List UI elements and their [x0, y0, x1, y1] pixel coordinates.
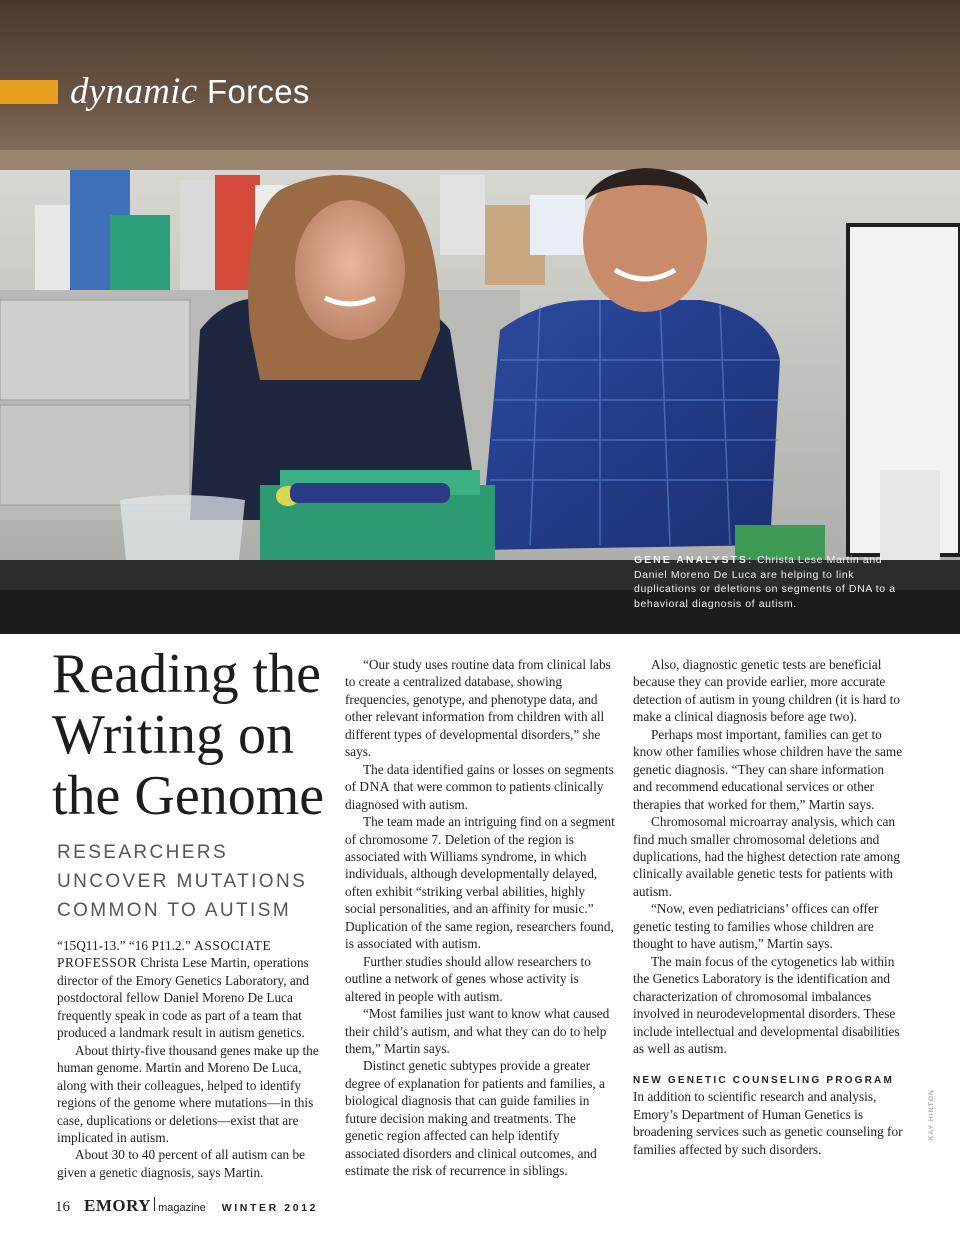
col3-paragraph-2: Perhaps most important, families can get to know other families whose children have the same genetic diagnosis. “They can share information and recommend educational services or other therapies that worked for them,” Martin says. — [633, 726, 903, 812]
article-column-1 — [57, 937, 325, 1181]
issue-date: WINTER 2012 — [221, 1202, 319, 1214]
caption-lead: GENE ANALYSTS: — [634, 554, 754, 566]
col3-paragraph-4: “Now, even pediatricians’ offices can offer genetic testing to families whose children are thought to have autism,” Martin says. — [633, 901, 879, 952]
article-headline — [52, 644, 342, 827]
section-title-italic: dynamic — [70, 71, 198, 112]
col2-p2-dna: DNA — [359, 779, 391, 795]
col1-paragraph-2: About thirty-five thousand genes make up the human genome. Martin and Moreno De Luca, along with their colleagues, helped to identify regions of the genome where mutations—in this case, duplications or deletions—exist that are implicated in autism. — [57, 1042, 319, 1145]
col3-paragraph-3: Chromosomal microarray analysis, which can find much smaller chromosomal deletions and duplications, had the highest detection rate among clinically available genetic tests for patients with autism. — [633, 814, 900, 899]
article-deck: RESEARCHERS UNCOVER MUTATIONS COMMON TO AUTISM — [57, 842, 308, 921]
section-accent-bar — [0, 80, 58, 104]
masthead-magazine: magazine — [158, 1202, 206, 1214]
page-number: 16 — [55, 1199, 70, 1215]
col2-paragraph-2 — [345, 761, 617, 813]
col1-paragraph-1 — [57, 937, 325, 1042]
col3-paragraph-6: In addition to scientific research and analysis, Emory’s Department of Human Genetics is broadening services such as genetic counseling for families affected by such disorders. — [633, 1089, 903, 1157]
col2-paragraph-3: The team made an intriguing find on a segment of chromosome 7. Deletion of the region is associated with Williams syndrome, in which individuals, although developmentally delayed, often exhibit “striking verbal abilities, highly social personalities, and an affinity for music.” Duplication of the same region, researchers found, is associated with autism. — [345, 814, 615, 952]
col3-paragraph-1: Also, diagnostic genetic tests are beneficial because they can provide earlier, more accurate detection of autism in young children (it is hard to make a clinical diagnosis before age two). — [633, 657, 900, 725]
col1-small-caps: ASSOCIATE PROFESSOR — [57, 938, 272, 971]
headline-line-1: Reading the — [52, 643, 322, 705]
page-footer — [55, 1196, 318, 1218]
masthead-logo: EMORY — [84, 1196, 152, 1215]
section-title-regular: Forces — [207, 73, 310, 110]
col2-p2-a: The data identified gains or losses on segments of — [345, 761, 614, 795]
masthead-divider — [154, 1197, 155, 1211]
col3-paragraph-5: The main focus of the cytogenetics lab within the Genetics Laboratory is the identification and characterization of chromosomal imbalances involved in neurodevelopmental disorders. These include intellectual and developmental disabilities as well as autism. — [633, 953, 900, 1056]
col2-paragraph-4: Further studies should allow researchers to outline a network of genes whose activity is altered in people with autism. — [345, 953, 591, 1004]
headline-line-2: Writing on — [52, 704, 294, 766]
col2-p2-b: that were common to patients clinically diagnosed with autism. — [345, 779, 604, 812]
photo-caption — [634, 553, 904, 611]
col2-paragraph-6: Distinct genetic subtypes provide a greater degree of explanation for patients and families, a biological diagnosis that can guide families in future decision making and treatments. The genetic region affected can help identify associated disorders and clinical outcomes, and estimate the risk of recurrence in siblings. — [345, 1058, 605, 1179]
col1-paragraph-3: About 30 to 40 percent of all autism can be given a genetic diagnosis, says Martin. — [57, 1147, 306, 1180]
article-column-3 — [633, 656, 905, 1158]
col1-lead-rest: Christa Lese Martin, operations director of the Emory Genetics Laboratory, and postdoctoral fellow Daniel Moreno De Luca frequently speak in code as part of a team that produced a landmark result in autism genetics. — [57, 955, 310, 1041]
photo-credit: KAY HINTON — [928, 1088, 935, 1140]
col1-lead: “15Q11-13.” “16 P11.2.” — [57, 938, 191, 953]
col3-subhead: NEW GENETIC COUNSELING PROGRAM — [633, 1075, 895, 1087]
headline-line-3: the Genome — [52, 765, 325, 827]
article-column-2 — [345, 656, 617, 1180]
caption-text: Christa Lese Martin and Daniel Moreno De Luca are helping to link duplications or deletions on segments of DNA to a behavioral diagnosis of autism. — [634, 554, 896, 610]
col2-paragraph-5: “Most families just want to know what caused their child’s autism, and what they can do to help them,” Martin says. — [345, 1006, 610, 1056]
col2-paragraph-1: “Our study uses routine data from clinical labs to create a centralized database, showing frequencies, genotype, and phenotype data, and other relevant information from children with all different types of developmental disorders,” she says. — [345, 657, 611, 760]
section-title — [70, 70, 310, 113]
